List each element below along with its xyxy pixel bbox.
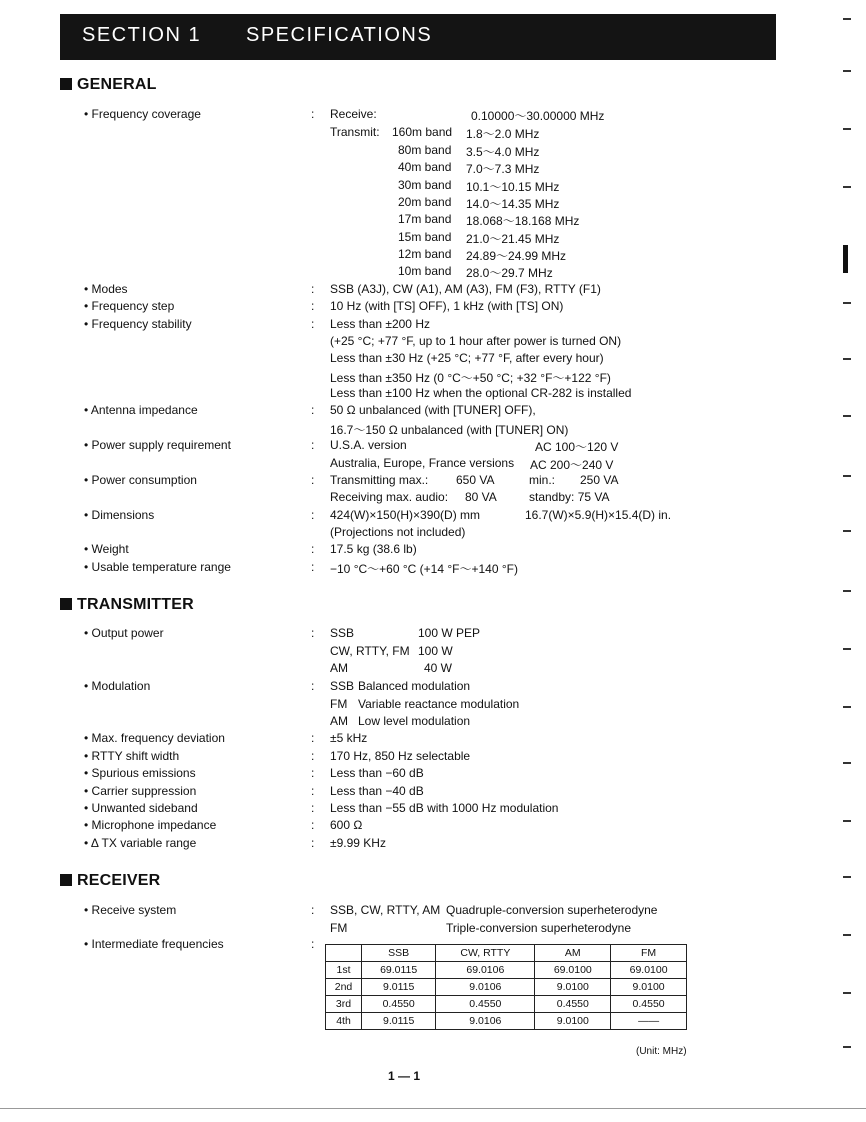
table-header-cell: SSB: [362, 945, 436, 962]
frequency-coverage-label: • Frequency coverage: [84, 107, 201, 121]
modulation-mode: SSB: [330, 679, 355, 693]
output-value: 100 W: [418, 644, 453, 658]
colon: :: [311, 784, 315, 798]
table-cell: 0.4550: [535, 996, 611, 1013]
output-value: 100 W PEP: [418, 626, 481, 640]
consumption-standby: standby: 75 VA: [529, 490, 610, 504]
frequency-step-value: 10 Hz (with [TS] OFF), 1 kHz (with [TS] ON): [330, 299, 564, 313]
colon: :: [311, 473, 315, 487]
stability-line: Less than ±350 Hz (0 °C～+50 °C; +32 °F～+122 °F): [330, 371, 611, 385]
edge-mark: [843, 18, 851, 20]
edge-mark: [843, 762, 851, 764]
band-name: 160m band: [392, 125, 453, 139]
table-cell: 9.0100: [535, 979, 611, 996]
edge-mark: [843, 934, 851, 936]
power-supply-region: Australia, Europe, France versions: [330, 456, 515, 470]
consumption-rx-value: 80 VA: [465, 490, 497, 504]
rtty-shift-label: • RTTY shift width: [84, 749, 180, 763]
edge-mark: [843, 590, 851, 592]
table-cell: 69.0115: [362, 962, 436, 979]
microphone-label: • Microphone impedance: [84, 818, 217, 832]
edge-mark: [843, 876, 851, 878]
edge-mark: [843, 128, 851, 130]
transmit-label: Transmit:: [330, 125, 380, 139]
edge-mark: [843, 992, 851, 994]
table-cell: 1st: [326, 962, 362, 979]
temperature-label: • Usable temperature range: [84, 560, 231, 574]
general-heading: GENERAL: [60, 76, 157, 94]
colon: :: [311, 403, 315, 417]
colon: :: [311, 560, 315, 574]
receive-value: 0.10000～30.00000 MHz: [471, 109, 605, 123]
table-cell: 9.0100: [611, 979, 687, 996]
colon: :: [311, 107, 315, 121]
consumption-rx-label: Receiving max. audio:: [330, 490, 449, 504]
table-cell: 69.0100: [535, 962, 611, 979]
table-cell: 2nd: [326, 979, 362, 996]
band-range: 21.0～21.45 MHz: [466, 232, 560, 246]
band-name: 80m band: [398, 143, 452, 157]
colon: :: [311, 508, 315, 522]
colon: :: [311, 766, 315, 780]
stability-line: Less than ±100 Hz when the optional CR-282 is installed: [330, 386, 632, 400]
output-mode: AM: [330, 661, 348, 675]
table-cell: 0.4550: [436, 996, 535, 1013]
modulation-value: Balanced modulation: [358, 679, 471, 693]
table-header-row: [326, 945, 687, 962]
colon: :: [311, 731, 315, 745]
section-number: SECTION 1: [82, 24, 202, 46]
modes-label: • Modes: [84, 282, 128, 296]
square-bullet-icon: [60, 78, 72, 90]
table-cell: 0.4550: [611, 996, 687, 1013]
frequency-step-label: • Frequency step: [84, 299, 175, 313]
receive-system-label: • Receive system: [84, 903, 177, 917]
max-deviation-label: • Max. frequency deviation: [84, 731, 225, 745]
table-row: [326, 1013, 687, 1030]
colon: :: [311, 679, 315, 693]
weight-label: • Weight: [84, 542, 129, 556]
receive-system-value: Quadruple-conversion superheterodyne: [446, 903, 658, 917]
intermediate-frequencies-label: • Intermediate frequencies: [84, 937, 224, 951]
colon: :: [311, 438, 315, 452]
band-range: 14.0～14.35 MHz: [466, 197, 560, 211]
power-supply-label: • Power supply requirement: [84, 438, 231, 452]
table-cell: 9.0115: [362, 1013, 436, 1030]
transmitter-heading: TRANSMITTER: [60, 596, 194, 614]
spurious-value: Less than −60 dB: [330, 766, 424, 780]
colon: :: [311, 299, 315, 313]
edge-mark: [843, 302, 851, 304]
sideband-value: Less than −55 dB with 1000 Hz modulation: [330, 801, 559, 815]
band-name: 20m band: [398, 195, 452, 209]
power-supply-region: U.S.A. version: [330, 438, 407, 452]
edge-mark: [843, 415, 851, 417]
weight-value: 17.5 kg (38.6 lb): [330, 542, 417, 556]
dimensions-metric: 424(W)×150(H)×390(D) mm: [330, 508, 481, 522]
microphone-value: 600 Ω: [330, 818, 363, 832]
edge-mark: [843, 648, 851, 650]
table-row: [326, 979, 687, 996]
page-number: 1 — 1: [388, 1069, 421, 1083]
table-row: [326, 962, 687, 979]
band-range: 28.0～29.7 MHz: [466, 266, 553, 280]
modulation-value: Low level modulation: [358, 714, 471, 728]
colon: :: [311, 801, 315, 815]
band-range: 7.0～7.3 MHz: [466, 162, 540, 176]
stability-line: Less than ±30 Hz (+25 °C; +77 °F, after every hour): [330, 351, 604, 365]
edge-mark: [843, 245, 848, 273]
table-cell: 69.0100: [611, 962, 687, 979]
rtty-shift-value: 170 Hz, 850 Hz selectable: [330, 749, 471, 763]
table-cell: 3rd: [326, 996, 362, 1013]
power-supply-value: AC 100～120 V: [535, 440, 619, 454]
edge-mark: [843, 186, 851, 188]
spurious-label: • Spurious emissions: [84, 766, 196, 780]
band-range: 10.1～10.15 MHz: [466, 180, 560, 194]
band-name: 12m band: [398, 247, 452, 261]
page-bottom-line: [0, 1108, 866, 1109]
band-range: 1.8～2.0 MHz: [466, 127, 540, 141]
dimensions-note: (Projections not included): [330, 525, 466, 539]
antenna-impedance-label: • Antenna impedance: [84, 403, 198, 417]
edge-mark: [843, 358, 851, 360]
table-header-cell: [326, 945, 362, 962]
table-cell: ——: [611, 1013, 687, 1030]
band-range: 3.5～4.0 MHz: [466, 145, 540, 159]
power-supply-value: AC 200～240 V: [530, 458, 614, 472]
band-name: 17m band: [398, 212, 452, 226]
modulation-mode: FM: [330, 697, 348, 711]
table-cell: 4th: [326, 1013, 362, 1030]
power-consumption-label: • Power consumption: [84, 473, 197, 487]
modes-value: SSB (A3J), CW (A1), AM (A3), FM (F3), RTTY (F1): [330, 282, 601, 296]
colon: :: [311, 836, 315, 850]
colon: :: [311, 937, 315, 951]
section-title: SPECIFICATIONS: [246, 24, 433, 46]
output-value: 40 W: [424, 661, 453, 675]
edge-mark: [843, 706, 851, 708]
output-mode: SSB: [330, 626, 355, 640]
table-header-cell: AM: [535, 945, 611, 962]
colon: :: [311, 818, 315, 832]
table-cell: 9.0115: [362, 979, 436, 996]
delta-tx-label: • Δ TX variable range: [84, 836, 197, 850]
temperature-value: −10 °C～+60 °C (+14 °F～+140 °F): [330, 562, 518, 576]
colon: :: [311, 542, 315, 556]
consumption-min-label: min.:: [529, 473, 556, 487]
output-power-label: • Output power: [84, 626, 164, 640]
antenna-line: 16.7～150 Ω unbalanced (with [TUNER] ON): [330, 423, 569, 437]
table-header-cell: CW, RTTY: [436, 945, 535, 962]
colon: :: [311, 626, 315, 640]
dimensions-imperial: 16.7(W)×5.9(H)×15.4(D) in.: [525, 508, 672, 522]
dimensions-label: • Dimensions: [84, 508, 155, 522]
table-row: [326, 996, 687, 1013]
edge-mark: [843, 820, 851, 822]
receiver-heading: RECEIVER: [60, 872, 160, 890]
consumption-tx-label: Transmitting max.:: [330, 473, 429, 487]
stability-line: Less than ±200 Hz: [330, 317, 430, 331]
edge-mark: [843, 70, 851, 72]
square-bullet-icon: [60, 874, 72, 886]
consumption-min-value: 250 VA: [580, 473, 619, 487]
band-name: 30m band: [398, 178, 452, 192]
table-cell: 0.4550: [362, 996, 436, 1013]
carrier-label: • Carrier suppression: [84, 784, 197, 798]
modulation-label: • Modulation: [84, 679, 151, 693]
band-range: 24.89～24.99 MHz: [466, 249, 567, 263]
table-cell: 69.0106: [436, 962, 535, 979]
colon: :: [311, 903, 315, 917]
carrier-value: Less than −40 dB: [330, 784, 424, 798]
receive-label: Receive:: [330, 107, 377, 121]
square-bullet-icon: [60, 598, 72, 610]
delta-tx-value: ±9.99 KHz: [330, 836, 386, 850]
modulation-value: Variable reactance modulation: [358, 697, 520, 711]
colon: :: [311, 749, 315, 763]
max-deviation-value: ±5 kHz: [330, 731, 368, 745]
modulation-mode: AM: [330, 714, 348, 728]
output-mode: CW, RTTY, FM: [330, 644, 410, 658]
table-unit-note: (Unit: MHz): [636, 1046, 687, 1057]
band-name: 15m band: [398, 230, 452, 244]
receive-system-mode: SSB, CW, RTTY, AM: [330, 903, 441, 917]
table-header-cell: FM: [611, 945, 687, 962]
section-banner: [60, 14, 776, 60]
table-cell: 9.0106: [436, 1013, 535, 1030]
antenna-line: 50 Ω unbalanced (with [TUNER] OFF),: [330, 403, 536, 417]
colon: :: [311, 282, 315, 296]
receive-system-value: Triple-conversion superheterodyne: [446, 921, 631, 935]
band-range: 18.068～18.168 MHz: [466, 214, 580, 228]
edge-mark: [843, 475, 851, 477]
if-table: [325, 944, 687, 1030]
receive-system-mode: FM: [330, 921, 348, 935]
consumption-tx-value: 650 VA: [456, 473, 495, 487]
band-name: 40m band: [398, 160, 452, 174]
edge-mark: [843, 1046, 851, 1048]
colon: :: [311, 317, 315, 331]
table-cell: 9.0106: [436, 979, 535, 996]
band-name: 10m band: [398, 264, 452, 278]
stability-line: (+25 °C; +77 °F, up to 1 hour after power is turned ON): [330, 334, 622, 348]
sideband-label: • Unwanted sideband: [84, 801, 198, 815]
frequency-stability-label: • Frequency stability: [84, 317, 192, 331]
edge-mark: [843, 530, 851, 532]
table-cell: 9.0100: [535, 1013, 611, 1030]
